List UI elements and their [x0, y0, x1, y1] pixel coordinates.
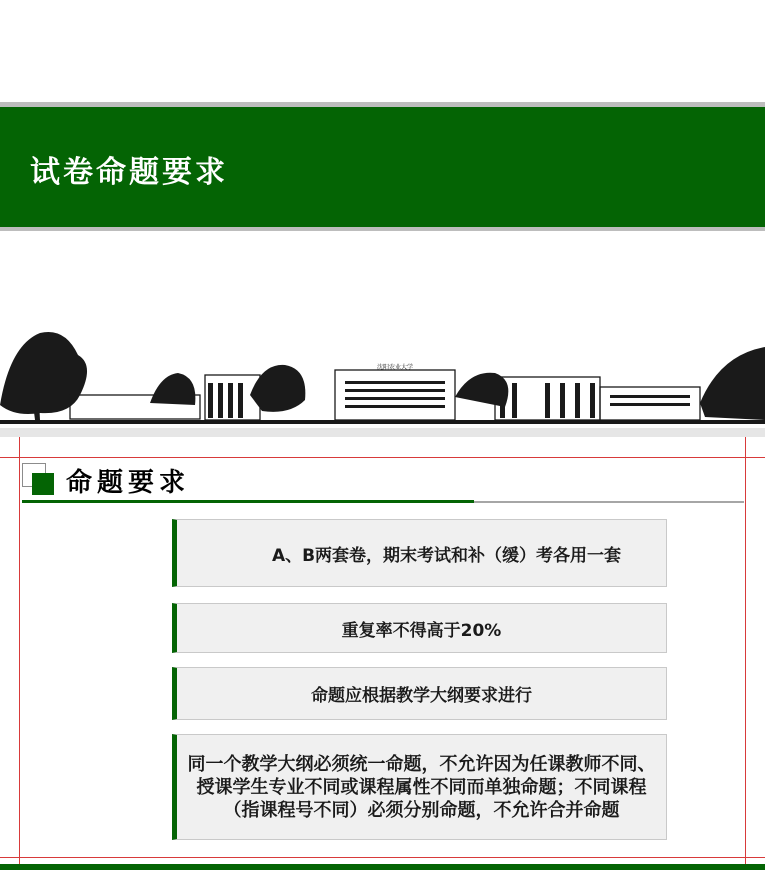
campus-road — [0, 428, 765, 437]
section-underline-accent — [22, 500, 474, 503]
page-title: 试卷命题要求 — [30, 155, 228, 190]
requirement-item — [172, 734, 667, 840]
campus-illustration — [0, 325, 765, 437]
guide-line-left — [19, 437, 20, 870]
requirement-item — [172, 603, 667, 653]
section-underline-rest — [474, 501, 744, 503]
section-title: 命题要求 — [66, 468, 191, 498]
footer-rule — [0, 864, 765, 870]
requirement-text: 命题应根据教学大纲要求进行 — [311, 686, 532, 706]
title-banner — [0, 107, 765, 227]
guide-line-right — [745, 437, 746, 870]
requirement-item — [172, 519, 667, 587]
section-square-bullet-icon — [32, 473, 54, 495]
campus-windows — [345, 381, 690, 408]
campus-sign-text: 沈阳农业大学 — [376, 364, 414, 371]
requirement-item — [172, 667, 667, 720]
campus-buildings — [70, 370, 700, 420]
requirement-text: 重复率不得高于20% — [341, 620, 502, 641]
header-bottom-rule — [0, 227, 765, 231]
section-header — [22, 454, 744, 502]
campus-ground — [0, 420, 765, 424]
guide-line-bottom — [0, 857, 765, 858]
requirement-text: 同一个教学大纲必须统一命题，不允许因为任课教师不同、授课学生专业不同或课程属性不同而单独命题；不同课程（指课程号不同）必须分别命题，不允许合并命题 — [187, 753, 656, 821]
requirement-text: A、B两套卷，期末考试和补（缓）考各用一套 — [271, 545, 622, 566]
